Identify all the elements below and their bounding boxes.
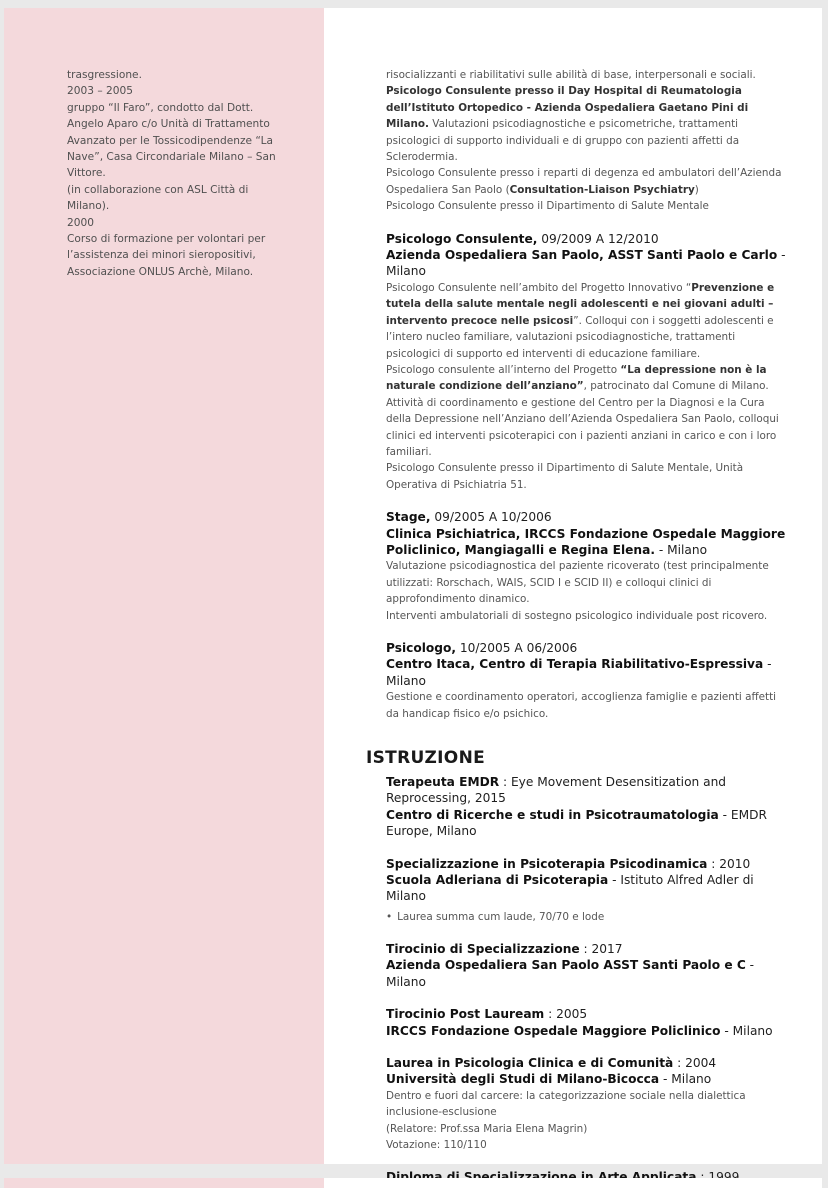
school-place: - Milano [720, 1023, 773, 1038]
job-role: Psicologo Consulente, [386, 231, 538, 246]
job-title [386, 509, 786, 525]
school-place: - Milano [386, 958, 755, 989]
school-name: Università degli Studi di Milano-Bicocca [386, 1072, 660, 1087]
degree-detail: : 2010 [707, 856, 751, 871]
sidebar-line: (in collaborazione con ASL Città di [67, 183, 249, 196]
employer-city: - Milano [386, 248, 786, 279]
desc-text: Psicologo Consulente nell’ambito del Progetto Innovativo “ [386, 281, 692, 294]
sidebar-line: Milano). [67, 200, 110, 213]
final-grade: Votazione: 110/110 [386, 1138, 487, 1151]
cv-page [4, 8, 822, 1164]
edu-degree [386, 856, 786, 872]
edu-bullet: • Laurea summa cum laude, 70/70 e lode [386, 909, 786, 925]
degree-name: Tirocinio di Specializzazione [386, 941, 580, 956]
employer-city: - Milano [654, 542, 708, 557]
sidebar-line: Nave”, Casa Circondariale Milano – San [67, 151, 276, 164]
employer-name: Centro Itaca, Centro di Terapia Riabilitativo-Espressiva [386, 657, 764, 672]
next-page-sidebar-edge [4, 1178, 324, 1188]
school-name: Azienda Ospedaliera San Paolo ASST Santi Paolo e C [386, 958, 746, 973]
sidebar-line: Avanzato per le Tossicodipendenze “La [67, 134, 273, 147]
sidebar-line: Corso di formazione per volontari per [67, 233, 266, 246]
edu-school [386, 872, 786, 905]
job-paragraph: Valutazione psicodiagnostica del paziente ricoverato (test principalmente utilizzati: Rorschach, WAIS, SCID I e SCID II) e colloqui clinici di approfondimento dinamico. [386, 560, 769, 606]
job-employer [386, 247, 786, 280]
degree-name: Tirocinio Post Lauream [386, 1007, 545, 1022]
sidebar-line: gruppo “Il Faro”, condotto dal Dott. [67, 101, 254, 114]
intro-text: Valutazioni psicodiagnostiche e psicometriche, trattamenti psicologici di supporto individuali e di gruppo con pazienti affetti da Sclerodermia. [386, 118, 740, 164]
degree-detail: : 2017 [579, 941, 623, 956]
job-paragraph [386, 280, 786, 362]
job-dates: 09/2009 A 12/2010 [537, 231, 659, 246]
desc-text: , patrocinato dal Comune di Milano. [583, 380, 769, 393]
job-title [386, 640, 786, 656]
job-entry [386, 640, 786, 722]
sidebar-line: 2003 – 2005 [67, 85, 133, 98]
degree-detail: : Eye Movement Desensitization and Reprocessing, 2015 [386, 775, 727, 806]
job-role: Stage, [386, 510, 431, 525]
job-employer [386, 656, 786, 689]
education-entry [386, 941, 786, 990]
degree-name: Laurea in Psicologia Clinica e di Comunità [386, 1055, 674, 1070]
job-description [386, 689, 786, 722]
sidebar-line: trasgressione. [67, 69, 142, 81]
edu-degree [386, 1006, 786, 1022]
intro-line: Psicologo Consulente presso il Dipartimento di Salute Mentale [386, 200, 709, 213]
sidebar-line: Angelo Aparo c/o Unità di Trattamento [67, 118, 270, 131]
degree-detail: : 2004 [673, 1055, 717, 1070]
education-entry [386, 856, 786, 925]
edu-degree [386, 774, 786, 807]
school-place: - EMDR Europe, Milano [386, 807, 767, 839]
education-entry [386, 774, 786, 840]
job-paragraph [386, 362, 786, 395]
intro-bold: Psicologo Consulente presso il Day Hospital di Reumatologia dell’Istituto Ortopedico - Azienda Ospedaliera Gaetano Pini di Milano. [386, 85, 749, 131]
sidebar-activities [67, 67, 282, 280]
job-dates: 10/2005 A 06/2006 [456, 641, 578, 655]
degree-name: Terapeuta EMDR [386, 775, 500, 790]
employer-name: Clinica Psichiatrica, IRCCS Fondazione Ospedale Maggiore Policlinico, Mangiagalli e Regina Elena. [386, 526, 786, 557]
employer-name: Azienda Ospedaliera San Paolo, ASST Santi Paolo e Carlo [386, 248, 778, 263]
desc-text: ”. Colloqui con i soggetti adolescenti e l’intero nucleo familiare, valutazioni psicodiagnostiche, trattamenti psicologici di supporto ed interventi di educazione familiare. [386, 314, 774, 360]
thesis-supervisor: (Relatore: Prof.ssa Maria Elena Magrin) [386, 1122, 588, 1135]
intro-text: Psicologo Consulente presso i reparti di degenza ed ambulatori dell’Azienda Ospedaliera San Paolo ( [386, 167, 782, 196]
job-role: Psicologo, [386, 641, 457, 655]
edu-school [386, 1071, 786, 1087]
job-entry [386, 231, 786, 494]
job-employer [386, 526, 786, 559]
edu-school [386, 957, 786, 990]
edu-degree [386, 941, 786, 957]
intro-line: risocializzanti e riabilitativi sulle abilità di base, interpersonali e sociali. [386, 69, 756, 81]
edu-notes [386, 1088, 786, 1154]
school-place: - Istituto Alfred Adler di Milano [386, 873, 754, 904]
sidebar-line: Associazione ONLUS Archè, Milano. [67, 265, 254, 278]
job-entry [386, 509, 786, 624]
job-dates: 09/2005 A 10/2006 [430, 510, 552, 525]
sidebar-line: Vittore. [67, 167, 106, 180]
school-name: Scuola Adleriana di Psicoterapia [386, 873, 609, 888]
sidebar-line: 2000 [67, 216, 94, 229]
intro-bold: Consultation-Liaison Psychiatry [509, 183, 695, 196]
desc-text: Psicologo consulente all’interno del Progetto [386, 363, 621, 376]
desc-bold: Prevenzione e tutela della salute mentale negli adolescenti e nei giovani adulti – intervento precoce nelle psicosi [386, 281, 775, 327]
sidebar [4, 8, 324, 1164]
job-paragraph: Attività di coordinamento e gestione del Centro per la Diagnosi e la Cura della Depressione nell’Anziano dell’Azienda Ospedaliera San Paolo, colloqui clinici ed interventi psicoterapici con i pazienti anziani in carico e con i loro familiari. [386, 396, 779, 458]
education-entry [386, 1006, 786, 1039]
job-paragraph: Psicologo Consulente presso il Dipartimento di Salute Mentale, Unità Operativa di Psichiatria 51. [386, 462, 744, 491]
sidebar-line: l’assistenza dei minori sieropositivi, [67, 249, 256, 262]
thesis-title: Dentro e fuori dal carcere: la categorizzazione sociale nella dialettica inclusione-esclusione [386, 1089, 746, 1119]
employer-city: - Milano [386, 657, 772, 688]
job-title [386, 231, 786, 247]
intro-paragraph [386, 165, 786, 198]
intro-text: ) [694, 183, 699, 196]
next-page-edge [4, 1178, 822, 1188]
job-description [386, 558, 786, 624]
degree-name: Specializzazione in Psicoterapia Psicodinamica [386, 856, 708, 871]
school-name: IRCCS Fondazione Ospedale Maggiore Policlinico [386, 1023, 721, 1038]
section-title-education: ISTRUZIONE [366, 748, 486, 769]
intro-paragraph [386, 83, 786, 165]
education-entry [386, 1055, 786, 1153]
edu-school [386, 807, 786, 840]
job-paragraph: Interventi ambulatoriali di sostegno psicologico individuale post ricovero. [386, 609, 768, 622]
edu-school [386, 1023, 786, 1039]
edu-degree [386, 1055, 786, 1071]
job-paragraph: Gestione e coordinamento operatori, accoglienza famiglie e pazienti affetti da handicap fisico e/o psichico. [386, 691, 777, 720]
job-description [386, 280, 786, 493]
experience-continued [386, 67, 786, 215]
degree-detail: : 2005 [544, 1007, 588, 1022]
school-place: - Milano [659, 1072, 712, 1087]
main-content [366, 67, 786, 1186]
school-name: Centro di Ricerche e studi in Psicotraumatologia [386, 807, 719, 822]
desc-bold: “La depressione non è la naturale condizione dell’anziano” [386, 363, 767, 393]
